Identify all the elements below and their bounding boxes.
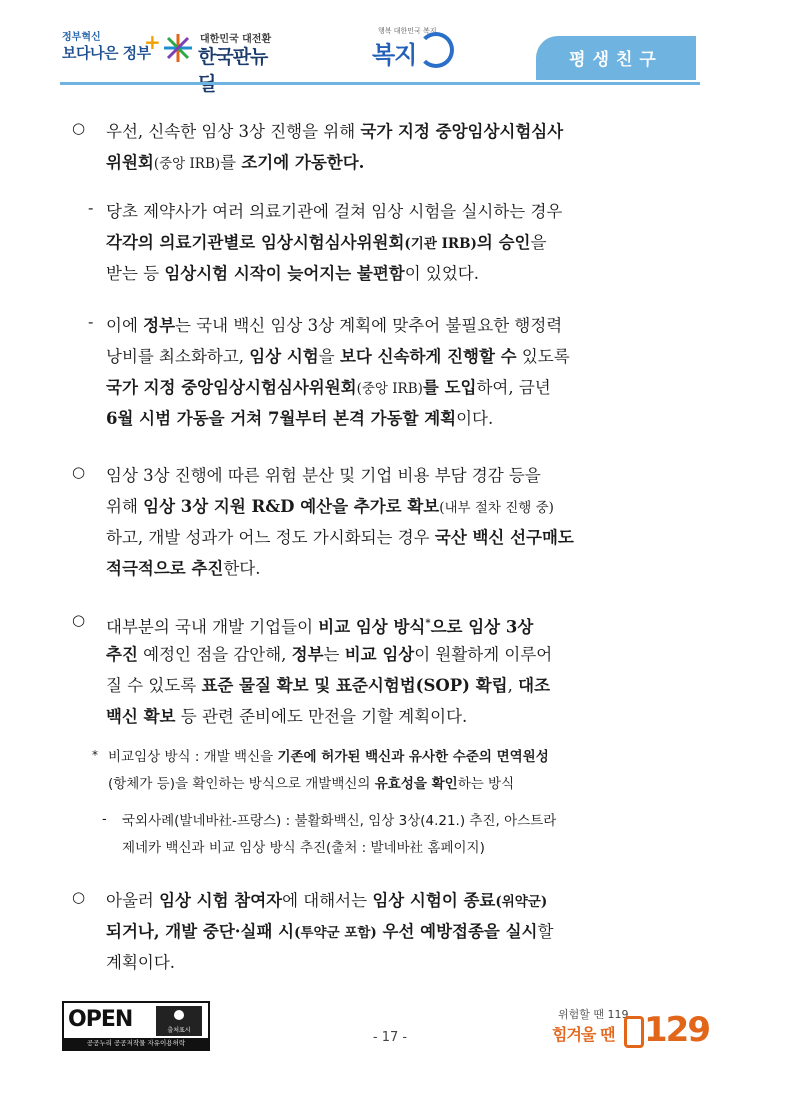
logo-welfare-line1: 행복 대한민국 복지	[378, 27, 437, 35]
s1d1-line1: 당초 제약사가 여러 의료기관에 걸쳐 임상 시험을 실시하는 경우	[106, 202, 563, 221]
text-span: 를	[220, 153, 242, 172]
text-span: 정부	[143, 316, 176, 335]
government-innovation-logo	[60, 28, 161, 70]
attribution-icon	[156, 1006, 202, 1036]
text-span: 으로 임상 3상	[430, 617, 534, 637]
page-number: - 17 -	[372, 1030, 408, 1045]
text-span: (기관 IRB)	[404, 236, 477, 252]
open-license-badge	[62, 1001, 210, 1051]
text-span: 임상 시험 참여자	[159, 891, 283, 910]
text-span: 를 도입	[422, 378, 477, 397]
text-span: 비교임상 방식 : 개발 백신을	[108, 749, 278, 765]
s2-line1: 임상 3상 진행에 따른 위험 분산 및 기업 비용 부담 경감 등을	[106, 466, 541, 485]
new-deal-star-icon	[162, 32, 194, 64]
text-span: 정부	[291, 645, 324, 664]
s1d2-line1	[106, 310, 562, 341]
note-line2	[108, 771, 514, 798]
logo-newdeal-line1: 대한민국 대전환	[200, 34, 272, 45]
text-span: 임상시험 시작이 늦어지는 불편함	[164, 264, 405, 283]
text-span: (중앙 IRB)	[356, 381, 423, 397]
text-span: 이 원활하게 이루어	[414, 645, 553, 664]
circle-bullet: ○	[72, 888, 86, 906]
text-span: 임상 시험	[249, 347, 319, 366]
text-span: 각각의 의료기관별로 임상시험심사위원회	[106, 233, 405, 252]
logo-welfare-line2: 복지	[372, 41, 417, 69]
dash-bullet: -	[88, 313, 94, 331]
text-span: 한다.	[223, 559, 261, 578]
header-banner	[536, 36, 696, 80]
text-span: 하여, 금년	[476, 378, 551, 397]
s1d2-line3	[106, 372, 551, 405]
dash-bullet: -	[102, 812, 107, 827]
text-span: 하는 방식	[457, 776, 515, 792]
text-span: 을	[318, 347, 340, 366]
text-span: 국산 백신 선구매도	[434, 528, 574, 547]
hotline-number: 129	[644, 1010, 709, 1050]
open-label: OPEN	[68, 1007, 133, 1032]
text-span: 우선 예방접종을 실시	[376, 922, 538, 941]
text-span: 위원회	[106, 153, 154, 172]
welfare-logo	[372, 26, 452, 72]
text-span: 있도록	[516, 347, 570, 366]
text-span: 낭비를 최소화하고,	[106, 347, 250, 366]
s1-line2	[106, 147, 364, 180]
text-span: 조기에 가동한다.	[241, 153, 365, 172]
text-span: 비교 임상	[344, 645, 415, 664]
open-caption: 공공누리 공공저작물 자유이용허락	[64, 1038, 208, 1049]
text-span: (투약군 포함)	[294, 925, 377, 941]
s2-line4	[106, 553, 260, 584]
text-span: 의 승인	[476, 233, 531, 252]
note-line4: 제네카 백신과 비교 임상 방식 추진(출처 : 발네바社 홈페이지)	[122, 840, 485, 856]
s3-line2	[106, 639, 552, 670]
welfare-ring-icon	[418, 32, 454, 68]
s4-line2	[106, 916, 553, 949]
header-divider	[60, 82, 700, 85]
text-span: 대조	[518, 676, 551, 695]
asterisk-mark: *	[92, 748, 98, 762]
text-span: 표준 물질 확보 및 표준시험법(SOP) 확립	[201, 676, 508, 695]
s4-line1	[106, 885, 547, 918]
hotline-line2: 힘겨울 땐	[552, 1025, 615, 1044]
phone-icon	[624, 1016, 644, 1048]
logo-gov-line1: 정부혁신	[62, 32, 101, 43]
text-span: 비교 임상 방식	[318, 617, 426, 637]
hotline-line1: 위험할 땐 119	[558, 1008, 629, 1021]
plus-icon: +	[144, 30, 161, 54]
note-line1	[108, 744, 549, 771]
logo-newdeal-line2: 한국판뉴	[198, 46, 268, 68]
text-span: *	[425, 618, 431, 629]
text-span: 는	[323, 645, 345, 664]
s3-line1	[106, 608, 533, 643]
text-span: 이 있었다.	[404, 264, 479, 283]
text-span: 적극적으로 추진	[106, 559, 224, 578]
text-span: 대부분의 국내 개발 기업들이	[106, 617, 319, 637]
open-badge-label: 출처표시	[167, 1027, 191, 1034]
s2-line3	[106, 522, 574, 553]
text-span: 아울러	[106, 891, 160, 910]
text-span: 우선, 신속한 임상 3상 진행을 위해	[106, 122, 361, 141]
banner-label: 평생친구	[569, 50, 663, 70]
s1d2-line2	[106, 341, 570, 372]
s1d1-line2	[106, 227, 546, 260]
dash-bullet: -	[88, 199, 94, 217]
text-span: 유효성을 확인	[374, 776, 458, 792]
text-span: (항체가 등)을 확인하는 방식으로 개발백신의	[108, 776, 375, 792]
note-line3: 국외사례(발네바社-프랑스) : 불활화백신, 임상 3상(4.21.) 추진, 아스트라	[122, 813, 557, 829]
person-icon	[174, 1010, 184, 1020]
text-span: 이다.	[456, 409, 494, 428]
s3-line4	[106, 701, 467, 732]
text-span: 는 국내 백신 임상 3상 계획에 맞추어 불필요한 행정력	[175, 316, 563, 335]
text-span: 을	[530, 233, 547, 252]
s4-line3: 계획이다.	[106, 953, 176, 972]
logo-gov-line2: 보다나은 정부	[62, 44, 151, 62]
circle-bullet: ○	[72, 119, 86, 137]
korean-new-deal-logo	[162, 30, 282, 70]
circle-bullet: ○	[72, 463, 86, 481]
text-span: 에 대해서는	[282, 891, 373, 910]
s2-line2	[106, 491, 554, 524]
s1d1-line3	[106, 258, 479, 289]
text-span: 국가 지정 중앙임상시험심사위원회	[106, 378, 357, 397]
text-span: (중앙 IRB)	[153, 156, 221, 172]
text-span: ,	[507, 676, 519, 695]
text-span: (내부 절차 진행 중)	[439, 500, 554, 516]
text-span: 이에	[106, 316, 144, 335]
text-span: 하고, 개발 성과가 어느 정도 가시화되는 경우	[106, 528, 435, 547]
s3-line3	[106, 670, 550, 701]
text-span: 국가 지정 중앙임상시험심사	[360, 122, 564, 141]
text-span: 임상 3상 지원 R&D 예산을 추가로 확보	[143, 497, 440, 516]
text-span: 받는 등	[106, 264, 165, 283]
text-span: (위약군)	[495, 894, 548, 910]
text-span: 보다 신속하게 진행할 수	[339, 347, 517, 366]
text-span: 추진	[106, 645, 138, 664]
text-span: 질 수 있도록	[106, 676, 202, 695]
s1-line1	[106, 116, 563, 147]
text-span: 등 관련 준비에도 만전을 기할 계획이다.	[175, 707, 468, 726]
s1d2-line4	[106, 403, 493, 434]
circle-bullet: ○	[72, 611, 86, 629]
text-span: 6월 시범 가동을 거쳐 7월부터 본격 가동할 계획	[106, 409, 457, 428]
text-span: 기존에 허가된 백신과 유사한 수준의 면역원성	[277, 749, 549, 765]
text-span: 위해	[106, 497, 144, 516]
text-span: 백신 확보	[106, 707, 176, 726]
text-span: 되거나, 개발 중단·실패 시	[106, 922, 295, 941]
hotline-logo	[552, 1002, 709, 1050]
text-span: 할	[537, 922, 554, 941]
text-span: 임상 시험이 종료	[372, 891, 496, 910]
text-span: 예정인 점을 감안해,	[137, 645, 292, 664]
